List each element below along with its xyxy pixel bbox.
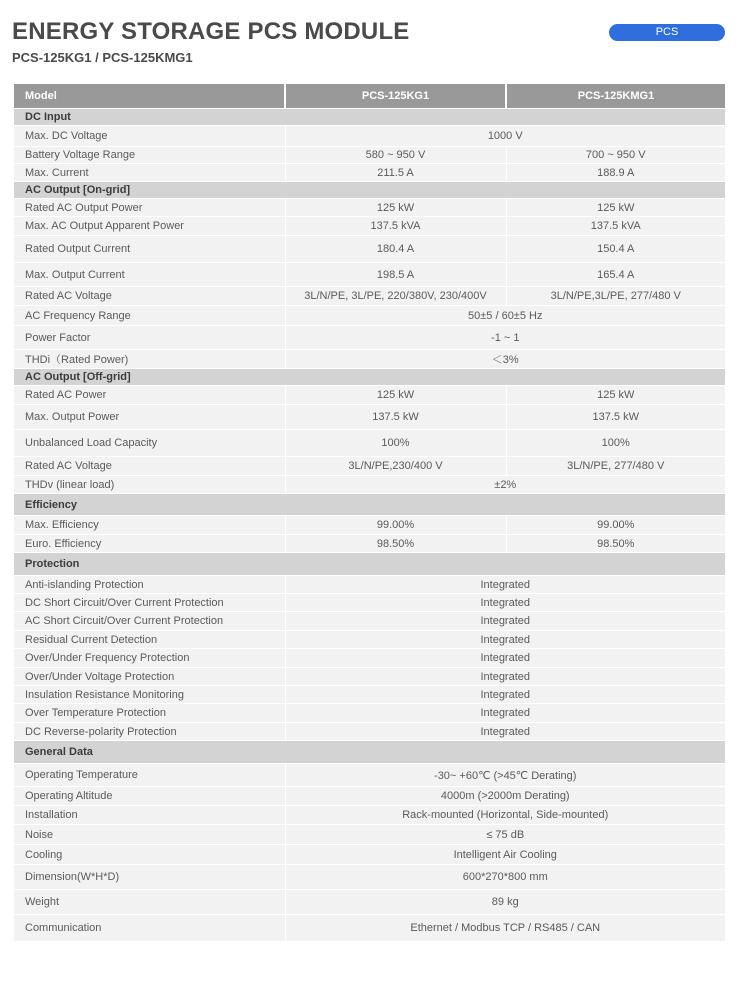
spec-value-pcs-125kmg1: 165.4 A — [506, 263, 725, 287]
page-title: ENERGY STORAGE PCS MODULE — [12, 18, 410, 45]
spec-value-shared: Rack-mounted (Horizontal, Side-mounted) — [285, 806, 725, 825]
spec-value-pcs-125kg1: 99.00% — [285, 516, 506, 535]
spec-label: Over Temperature Protection — [14, 704, 285, 723]
spec-label: Noise — [14, 825, 285, 845]
spec-label: THDi（Rated Power) — [14, 350, 285, 369]
spec-value-pcs-125kg1: 180.4 A — [285, 236, 506, 263]
spec-value-shared: ＜3% — [285, 350, 725, 369]
table-row — [14, 430, 725, 457]
column-header-pcs-125kg1: PCS-125KG1 — [285, 84, 506, 109]
spec-value-shared: -1 ~ 1 — [285, 326, 725, 350]
spec-label: Rated AC Output Power — [14, 199, 285, 217]
spec-label: Euro. Efficiency — [14, 535, 285, 553]
spec-value-pcs-125kmg1: 125 kW — [506, 199, 725, 217]
table-row — [14, 217, 725, 236]
table-row — [14, 306, 725, 326]
section-header-row — [14, 182, 725, 199]
spec-label: Battery Voltage Range — [14, 147, 285, 164]
spec-label: Power Factor — [14, 326, 285, 350]
spec-label: Over/Under Voltage Protection — [14, 668, 285, 686]
table-row — [14, 612, 725, 631]
spec-value-pcs-125kmg1: 137.5 kW — [506, 405, 725, 430]
spec-value-shared: 1000 V — [285, 126, 725, 147]
spec-label: Unbalanced Load Capacity — [14, 430, 285, 457]
table-row — [14, 516, 725, 535]
spec-label: Anti-islanding Protection — [14, 576, 285, 594]
spec-value-pcs-125kmg1: 98.50% — [506, 535, 725, 553]
section-title: General Data — [14, 741, 725, 764]
table-row — [14, 915, 725, 942]
spec-value-pcs-125kg1: 580 ~ 950 V — [285, 147, 506, 164]
table-row — [14, 686, 725, 704]
table-row — [14, 164, 725, 182]
spec-label: DC Short Circuit/Over Current Protection — [14, 594, 285, 612]
table-row — [14, 723, 725, 741]
spec-value-pcs-125kg1: 98.50% — [285, 535, 506, 553]
spec-value-pcs-125kg1: 125 kW — [285, 199, 506, 217]
spec-label: Rated AC Power — [14, 386, 285, 405]
spec-value-pcs-125kmg1: 3L/N/PE,3L/PE, 277/480 V — [506, 287, 725, 306]
spec-value-pcs-125kmg1: 100% — [506, 430, 725, 457]
table-row — [14, 386, 725, 405]
model-subtitle: PCS-125KG1 / PCS-125KMG1 — [12, 50, 193, 65]
table-row — [14, 199, 725, 217]
spec-value-shared: Integrated — [285, 631, 725, 649]
section-header-row — [14, 109, 725, 126]
spec-label: Over/Under Frequency Protection — [14, 649, 285, 668]
table-row — [14, 126, 725, 147]
spec-value-shared: Integrated — [285, 686, 725, 704]
table-row — [14, 704, 725, 723]
spec-value-shared: Integrated — [285, 612, 725, 631]
spec-value-shared: ≤ 75 dB — [285, 825, 725, 845]
table-row — [14, 350, 725, 369]
spec-value-shared: Integrated — [285, 668, 725, 686]
table-row — [14, 668, 725, 686]
table-row — [14, 865, 725, 890]
table-row — [14, 631, 725, 649]
table-row — [14, 845, 725, 865]
spec-label: Max. Output Current — [14, 263, 285, 287]
spec-label: Residual Current Detection — [14, 631, 285, 649]
spec-value-shared: 4000m (>2000m Derating) — [285, 787, 725, 806]
table-row — [14, 236, 725, 263]
spec-value-shared: Ethernet / Modbus TCP / RS485 / CAN — [285, 915, 725, 942]
table-header-row — [14, 84, 725, 109]
spec-label: Operating Altitude — [14, 787, 285, 806]
spec-value-shared: Integrated — [285, 704, 725, 723]
spec-value-shared: Integrated — [285, 576, 725, 594]
spec-label: Communication — [14, 915, 285, 942]
table-row — [14, 476, 725, 494]
table-row — [14, 764, 725, 787]
spec-label: Insulation Resistance Monitoring — [14, 686, 285, 704]
table-row — [14, 806, 725, 825]
section-title: Protection — [14, 553, 725, 576]
spec-label: AC Short Circuit/Over Current Protection — [14, 612, 285, 631]
spec-value-pcs-125kmg1: 150.4 A — [506, 236, 725, 263]
table-row — [14, 263, 725, 287]
spec-label: Cooling — [14, 845, 285, 865]
spec-label: Max. Current — [14, 164, 285, 182]
spec-label: Installation — [14, 806, 285, 825]
table-row — [14, 594, 725, 612]
section-title: Efficiency — [14, 494, 725, 516]
spec-value-pcs-125kmg1: 125 kW — [506, 386, 725, 405]
spec-value-shared: 600*270*800 mm — [285, 865, 725, 890]
section-header-row — [14, 369, 725, 386]
spec-table — [14, 84, 725, 942]
spec-value-pcs-125kmg1: 188.9 A — [506, 164, 725, 182]
column-header-pcs-125kmg1: PCS-125KMG1 — [506, 84, 725, 109]
spec-value-shared: 50±5 / 60±5 Hz — [285, 306, 725, 326]
spec-value-pcs-125kg1: 3L/N/PE,230/400 V — [285, 457, 506, 476]
spec-label: Max. DC Voltage — [14, 126, 285, 147]
spec-label: Weight — [14, 890, 285, 915]
spec-value-pcs-125kg1: 198.5 A — [285, 263, 506, 287]
section-title: AC Output [On-grid] — [14, 182, 725, 199]
table-row — [14, 787, 725, 806]
spec-value-pcs-125kmg1: 99.00% — [506, 516, 725, 535]
section-header-row — [14, 553, 725, 576]
spec-value-shared: Integrated — [285, 594, 725, 612]
spec-value-shared: Integrated — [285, 723, 725, 741]
spec-value-pcs-125kmg1: 137.5 kVA — [506, 217, 725, 236]
section-title: DC Input — [14, 109, 725, 126]
spec-label: Rated AC Voltage — [14, 457, 285, 476]
spec-value-shared: Integrated — [285, 649, 725, 668]
spec-value-pcs-125kg1: 125 kW — [285, 386, 506, 405]
section-header-row — [14, 494, 725, 516]
spec-label: Max. Efficiency — [14, 516, 285, 535]
column-header-model: Model — [14, 84, 285, 109]
spec-label: Operating Temperature — [14, 764, 285, 787]
spec-value-shared: 89 kg — [285, 890, 725, 915]
table-row — [14, 326, 725, 350]
table-row — [14, 147, 725, 164]
section-header-row — [14, 741, 725, 764]
table-row — [14, 890, 725, 915]
spec-label: Rated Output Current — [14, 236, 285, 263]
category-badge: PCS — [609, 24, 725, 41]
table-row — [14, 405, 725, 430]
spec-label: AC Frequency Range — [14, 306, 285, 326]
spec-label: Dimension(W*H*D) — [14, 865, 285, 890]
spec-label: Max. AC Output Apparent Power — [14, 217, 285, 236]
spec-value-pcs-125kg1: 137.5 kVA — [285, 217, 506, 236]
spec-label: THDv (linear load) — [14, 476, 285, 494]
spec-value-pcs-125kg1: 211.5 A — [285, 164, 506, 182]
table-row — [14, 287, 725, 306]
spec-label: DC Reverse-polarity Protection — [14, 723, 285, 741]
spec-label: Rated AC Voltage — [14, 287, 285, 306]
table-row — [14, 576, 725, 594]
table-row — [14, 649, 725, 668]
section-title: AC Output [Off-grid] — [14, 369, 725, 386]
spec-value-shared: -30~ +60℃ (>45℃ Derating) — [285, 764, 725, 787]
spec-value-shared: Intelligent Air Cooling — [285, 845, 725, 865]
table-row — [14, 825, 725, 845]
spec-value-pcs-125kmg1: 3L/N/PE, 277/480 V — [506, 457, 725, 476]
table-row — [14, 457, 725, 476]
spec-label: Max. Output Power — [14, 405, 285, 430]
spec-value-pcs-125kg1: 3L/N/PE, 3L/PE, 220/380V, 230/400V — [285, 287, 506, 306]
spec-value-pcs-125kg1: 100% — [285, 430, 506, 457]
spec-value-pcs-125kg1: 137.5 kW — [285, 405, 506, 430]
spec-value-pcs-125kmg1: 700 ~ 950 V — [506, 147, 725, 164]
spec-value-shared: ±2% — [285, 476, 725, 494]
table-row — [14, 535, 725, 553]
